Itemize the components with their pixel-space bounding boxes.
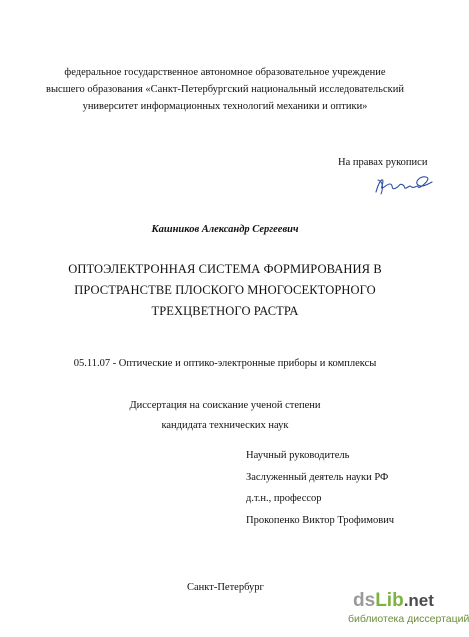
title-line: ОПТОЭЛЕКТРОННАЯ СИСТЕМА ФОРМИРОВАНИЯ В — [68, 262, 382, 276]
author-name: Кашников Александр Сергеевич — [151, 224, 299, 235]
degree-line: Диссертация на соискание ученой степени — [129, 400, 321, 411]
watermark-lib: Lib — [375, 590, 404, 611]
supervisor-line: Научный руководитель — [246, 450, 350, 461]
specialty-code: 05.11.07 - Оптические и оптико-электронные приборы и комплексы — [73, 358, 377, 369]
organization-block — [0, 64, 450, 115]
degree-line: кандидата технических наук — [161, 420, 289, 431]
watermark-subtitle: библиотека диссертаций — [348, 613, 469, 625]
supervisor-line: д.т.н., профессор — [246, 493, 322, 504]
title-line: ПРОСТРАНСТВЕ ПЛОСКОГО МНОГОСЕКТОРНОГО — [74, 283, 376, 297]
watermark-logo — [353, 590, 434, 612]
supervisor-line: Заслуженный деятель науки РФ — [246, 471, 389, 483]
title-line: ТРЕХЦВЕТНОГО РАСТРА — [151, 304, 299, 318]
watermark-net: .net — [403, 591, 434, 610]
city-label: Санкт-Петербург — [187, 582, 264, 593]
dissertation-title — [0, 259, 450, 322]
org-line: федеральное государственное автономное образовательное учреждение — [64, 67, 386, 78]
supervisor-block — [246, 445, 394, 531]
degree-block — [0, 396, 450, 436]
supervisor-line: Прокопенко Виктор Трофимович — [246, 514, 395, 526]
signature-icon — [372, 172, 434, 198]
org-line: университет информационных технологий механики и оптики» — [82, 101, 368, 112]
dslib-watermark[interactable] — [339, 589, 469, 637]
rights-label: На правах рукописи — [338, 157, 428, 168]
org-line: высшего образования «Санкт-Петербургский национальный исследовательский — [46, 84, 404, 95]
watermark-ds: ds — [353, 590, 376, 611]
